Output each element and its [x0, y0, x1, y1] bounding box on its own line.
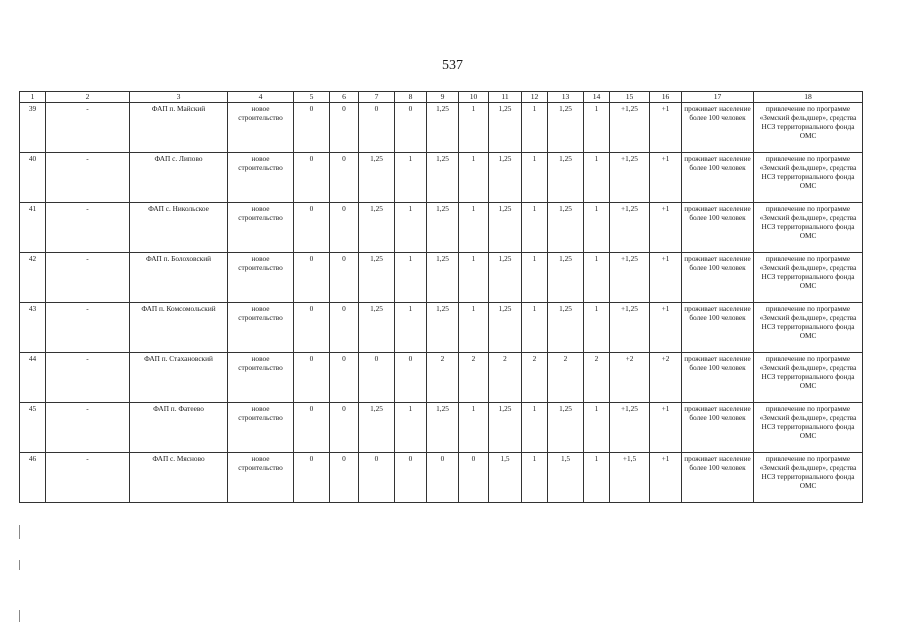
table-cell: +1 — [650, 153, 682, 203]
table-cell: проживает население более 100 человек — [682, 403, 754, 453]
table-cell: 0 — [395, 103, 427, 153]
table-cell: ФАП п. Комсомольский — [130, 303, 228, 353]
table-cell: 1,25 — [548, 203, 584, 253]
table-cell: проживает население более 100 человек — [682, 453, 754, 503]
table-cell: новое строительство — [228, 453, 294, 503]
column-header: 5 — [294, 92, 330, 103]
table-cell: 1 — [584, 203, 610, 253]
column-header: 4 — [228, 92, 294, 103]
table-cell: 1 — [522, 303, 548, 353]
table-cell: привлечение по программе «Земский фельдшер», средства НСЗ территориального фонда ОМС — [754, 403, 863, 453]
table-cell: привлечение по программе «Земский фельдшер», средства НСЗ территориального фонда ОМС — [754, 303, 863, 353]
table-cell: 40 — [20, 153, 46, 203]
table-cell: 1,25 — [489, 253, 522, 303]
table-cell: 1 — [584, 253, 610, 303]
table-cell: новое строительство — [228, 403, 294, 453]
column-header: 9 — [427, 92, 459, 103]
table-body — [20, 103, 863, 503]
table-cell: новое строительство — [228, 153, 294, 203]
table-cell: новое строительство — [228, 303, 294, 353]
page-number: 537 — [442, 58, 463, 73]
table-cell: 1 — [395, 253, 427, 303]
table-cell: 1 — [459, 203, 489, 253]
table-cell: +1,25 — [610, 103, 650, 153]
table-cell: проживает население более 100 человек — [682, 253, 754, 303]
table-cell: 0 — [395, 453, 427, 503]
table-cell: 1,25 — [427, 253, 459, 303]
column-header: 7 — [359, 92, 395, 103]
column-header: 6 — [330, 92, 359, 103]
table-cell: 1,25 — [427, 103, 459, 153]
table-cell: 0 — [294, 103, 330, 153]
table-cell: - — [46, 203, 130, 253]
table-cell: 0 — [330, 303, 359, 353]
table-cell: 1 — [522, 253, 548, 303]
table-cell: +1 — [650, 303, 682, 353]
table-cell: 1 — [395, 403, 427, 453]
table-cell: - — [46, 153, 130, 203]
table-cell: проживает население более 100 человек — [682, 353, 754, 403]
table-cell: 0 — [330, 203, 359, 253]
table-row — [20, 103, 863, 153]
table-cell: новое строительство — [228, 103, 294, 153]
table-cell: 1,25 — [427, 153, 459, 203]
table-cell: +1,25 — [610, 303, 650, 353]
table-cell: ФАП с. Мясново — [130, 453, 228, 503]
table-cell: 45 — [20, 403, 46, 453]
table-cell: - — [46, 453, 130, 503]
column-header: 17 — [682, 92, 754, 103]
table-cell: 1,25 — [359, 153, 395, 203]
table-cell: +1,5 — [610, 453, 650, 503]
table-cell: 2 — [427, 353, 459, 403]
table-cell: 0 — [359, 103, 395, 153]
table-cell: 0 — [330, 353, 359, 403]
table-cell: +1 — [650, 253, 682, 303]
table-cell: 42 — [20, 253, 46, 303]
column-header: 8 — [395, 92, 427, 103]
table-cell: 0 — [395, 353, 427, 403]
table-cell: новое строительство — [228, 203, 294, 253]
table-cell: - — [46, 303, 130, 353]
table-cell: 1 — [584, 103, 610, 153]
table-row — [20, 203, 863, 253]
table-cell: - — [46, 253, 130, 303]
table-cell: 0 — [359, 453, 395, 503]
table-cell: ФАП п. Болоховский — [130, 253, 228, 303]
table-cell: 1,25 — [548, 403, 584, 453]
table-cell: 46 — [20, 453, 46, 503]
table-cell: ФАП с. Никольское — [130, 203, 228, 253]
table-cell: - — [46, 353, 130, 403]
table-cell: привлечение по программе «Земский фельдшер», средства НСЗ территориального фонда ОМС — [754, 153, 863, 203]
table-cell: 1 — [522, 453, 548, 503]
table-cell: ФАП п. Майский — [130, 103, 228, 153]
table-cell: 2 — [489, 353, 522, 403]
table-cell: привлечение по программе «Земский фельдшер», средства НСЗ территориального фонда ОМС — [754, 103, 863, 153]
table-cell: 1 — [395, 153, 427, 203]
table-row — [20, 403, 863, 453]
table-cell: 1,25 — [548, 253, 584, 303]
facility-table — [19, 91, 863, 503]
column-header: 18 — [754, 92, 863, 103]
table-header — [20, 92, 863, 103]
table-cell: 0 — [459, 453, 489, 503]
table-cell: привлечение по программе «Земский фельдшер», средства НСЗ территориального фонда ОМС — [754, 253, 863, 303]
table-cell: 1,25 — [359, 303, 395, 353]
table-cell: 0 — [294, 453, 330, 503]
table-cell: 1,25 — [489, 403, 522, 453]
table-cell: 1 — [584, 303, 610, 353]
scan-mark — [19, 610, 20, 622]
table-cell: 0 — [359, 353, 395, 403]
column-header: 10 — [459, 92, 489, 103]
table-cell: ФАП п. Фатеево — [130, 403, 228, 453]
column-header: 11 — [489, 92, 522, 103]
table-row — [20, 353, 863, 403]
column-header: 16 — [650, 92, 682, 103]
table-cell: +1 — [650, 403, 682, 453]
column-header: 15 — [610, 92, 650, 103]
table-cell: 0 — [294, 403, 330, 453]
table-cell: 1,25 — [359, 203, 395, 253]
table-cell: 0 — [330, 103, 359, 153]
table-cell: 2 — [584, 353, 610, 403]
table-cell: 2 — [522, 353, 548, 403]
column-header: 2 — [46, 92, 130, 103]
table-cell: 0 — [330, 153, 359, 203]
table-cell: +1,25 — [610, 153, 650, 203]
table-cell: 1 — [584, 153, 610, 203]
table-cell: +1,25 — [610, 203, 650, 253]
table-cell: 0 — [294, 153, 330, 203]
table-cell: 1,25 — [489, 203, 522, 253]
table-cell: +1 — [650, 453, 682, 503]
table-row — [20, 253, 863, 303]
table-cell: 1 — [459, 303, 489, 353]
table-cell: - — [46, 403, 130, 453]
table-cell: 44 — [20, 353, 46, 403]
table-cell: 1 — [395, 203, 427, 253]
table-cell: 1 — [584, 403, 610, 453]
table-cell: проживает население более 100 человек — [682, 203, 754, 253]
table-cell: ФАП п. Стахановский — [130, 353, 228, 403]
table-cell: 1,25 — [427, 403, 459, 453]
table-cell: 1,25 — [359, 253, 395, 303]
table-cell: 1 — [459, 153, 489, 203]
table-cell: 1 — [459, 403, 489, 453]
table-cell: 1 — [584, 453, 610, 503]
table-cell: 0 — [294, 253, 330, 303]
table-cell: 1 — [459, 253, 489, 303]
column-header: 13 — [548, 92, 584, 103]
column-header: 3 — [130, 92, 228, 103]
table-cell: 0 — [294, 303, 330, 353]
table-cell: 1,25 — [489, 103, 522, 153]
table-cell: 1,5 — [489, 453, 522, 503]
table-cell: 1 — [522, 203, 548, 253]
table-cell: проживает население более 100 человек — [682, 153, 754, 203]
table-cell: 2 — [459, 353, 489, 403]
table-cell: - — [46, 103, 130, 153]
table-cell: 1,25 — [548, 153, 584, 203]
table-cell: 1,25 — [359, 403, 395, 453]
table-cell: проживает население более 100 человек — [682, 103, 754, 153]
table-cell: привлечение по программе «Земский фельдшер», средства НСЗ территориального фонда ОМС — [754, 453, 863, 503]
table-row — [20, 453, 863, 503]
scan-mark — [19, 560, 20, 570]
table-cell: новое строительство — [228, 353, 294, 403]
table-cell: 0 — [294, 353, 330, 403]
table-cell: 1,25 — [548, 103, 584, 153]
table-cell: 0 — [330, 253, 359, 303]
column-header: 14 — [584, 92, 610, 103]
column-header: 12 — [522, 92, 548, 103]
table-cell: 0 — [330, 453, 359, 503]
scan-mark — [19, 525, 20, 539]
table-cell: 1 — [395, 303, 427, 353]
table-row — [20, 153, 863, 203]
table-cell: 1 — [459, 103, 489, 153]
table-cell: +1 — [650, 103, 682, 153]
table-cell: ФАП с. Липово — [130, 153, 228, 203]
table-cell: 39 — [20, 103, 46, 153]
table-cell: 1,25 — [548, 303, 584, 353]
table-cell: +1,25 — [610, 253, 650, 303]
table-cell: привлечение по программе «Земский фельдшер», средства НСЗ территориального фонда ОМС — [754, 203, 863, 253]
table-cell: +1 — [650, 203, 682, 253]
table-cell: +2 — [650, 353, 682, 403]
table-cell: 0 — [330, 403, 359, 453]
table-cell: 1,25 — [427, 203, 459, 253]
table-cell: привлечение по программе «Земский фельдшер», средства НСЗ территориального фонда ОМС — [754, 353, 863, 403]
table-cell: 41 — [20, 203, 46, 253]
table-cell: 1 — [522, 103, 548, 153]
table-row — [20, 303, 863, 353]
table-cell: 0 — [294, 203, 330, 253]
table-cell: новое строительство — [228, 253, 294, 303]
table-cell: 1,25 — [427, 303, 459, 353]
table-cell: 1,25 — [489, 303, 522, 353]
table-cell: 1 — [522, 153, 548, 203]
table-cell: +1,25 — [610, 403, 650, 453]
column-header: 1 — [20, 92, 46, 103]
table-cell: +2 — [610, 353, 650, 403]
table-cell: 1,25 — [489, 153, 522, 203]
table-cell: 43 — [20, 303, 46, 353]
table-cell: 1 — [522, 403, 548, 453]
table-cell: 0 — [427, 453, 459, 503]
table-cell: 1,5 — [548, 453, 584, 503]
table-cell: 2 — [548, 353, 584, 403]
table-cell: проживает население более 100 человек — [682, 303, 754, 353]
